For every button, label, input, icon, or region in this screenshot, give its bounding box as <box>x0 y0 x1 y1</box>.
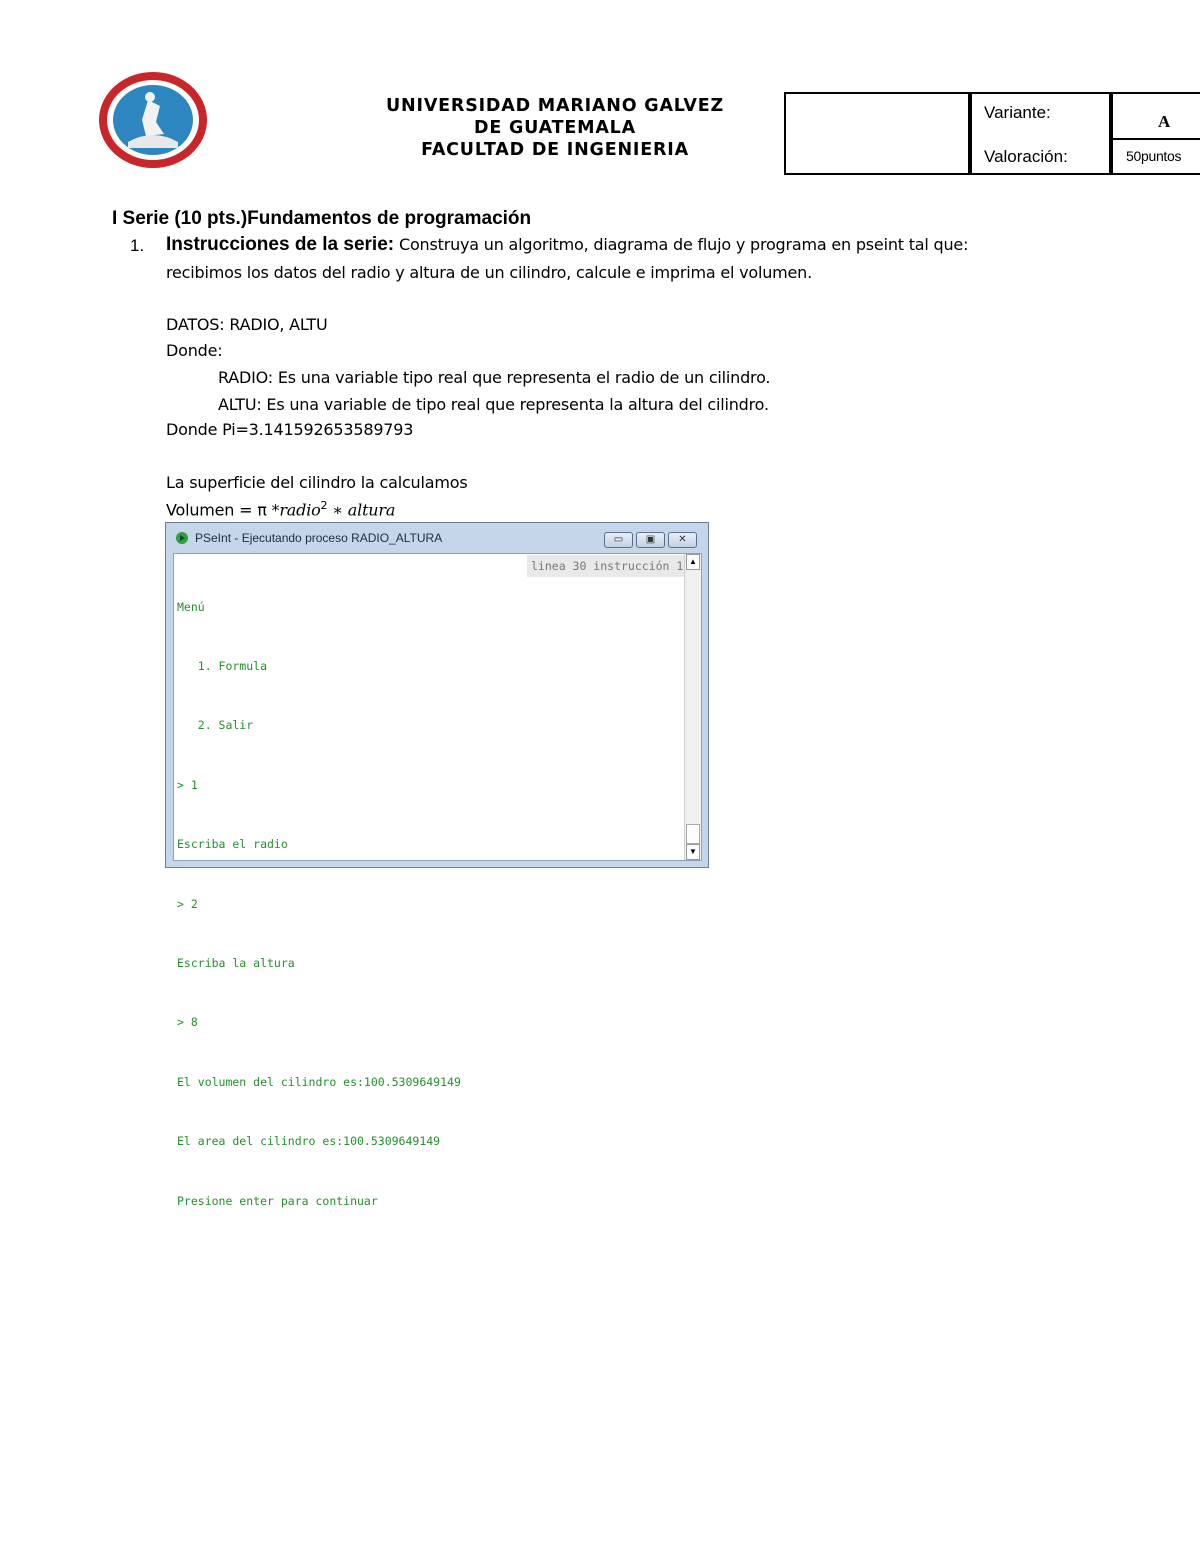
pseint-logo-icon <box>176 532 188 544</box>
formula-radio: radio <box>279 500 321 520</box>
student-info-box <box>784 92 972 175</box>
window-title: PSeInt - Ejecutando proceso RADIO_ALTURA <box>195 531 443 545</box>
serie-title: I Serie (10 pts.)Fundamentos de programación <box>112 208 532 229</box>
console-area <box>173 553 702 1208</box>
variante-value: A <box>1158 112 1171 131</box>
pseint-window <box>165 522 709 1208</box>
close-button[interactable]: ✕ <box>668 532 697 548</box>
datos-line: DATOS: RADIO, ALTU <box>166 315 328 334</box>
console-line: 1. Formula <box>177 658 268 673</box>
item-number: 1. <box>130 236 145 255</box>
console-line: > 2 <box>177 896 198 911</box>
console-line: Menú <box>177 599 205 614</box>
console-line: 2. Salir <box>177 718 254 733</box>
console-line: El volumen del cilindro es:100.5309649149 <box>177 1074 461 1089</box>
console-line: > 8 <box>177 1015 198 1030</box>
volume-formula <box>166 499 395 519</box>
console-line: Presione enter para continuar <box>177 1193 378 1208</box>
instructions-line2: recibimos los datos del radio y altura de un cilindro, calcule e imprima el volumen. <box>166 263 813 282</box>
console-line: El area del cilindro es:100.5309649149 <box>177 1134 441 1149</box>
instructions-label: Instrucciones de la serie: <box>166 234 395 255</box>
scroll-up-button[interactable]: ▲ <box>686 554 700 570</box>
console-line: Escriba la altura <box>177 955 295 970</box>
scroll-down-button[interactable]: ▼ <box>686 844 700 860</box>
maximize-button[interactable]: ▣ <box>636 532 665 548</box>
faculty-name: FACULTAD DE INGENIERIA <box>421 140 689 160</box>
radio-description: RADIO: Es una variable tipo real que representa el radio de un cilindro. <box>218 368 771 387</box>
execution-status: linea 30 instrucción 1 <box>527 555 687 577</box>
vertical-scrollbar[interactable] <box>684 554 701 860</box>
console-line: > 1 <box>177 777 198 792</box>
formula-suffix: ∗ altura <box>332 500 396 520</box>
window-titlebar <box>166 523 708 553</box>
superficie-line: La superficie del cilindro la calculamos <box>166 473 468 492</box>
valoracion-value: 50puntos <box>1126 148 1182 164</box>
formula-exponent: 2 <box>320 499 328 512</box>
pi-line: Donde Pi=3.141592653589793 <box>166 420 414 439</box>
instructions-text1: Construya un algoritmo, diagrama de flujo y programa en pseint tal que: <box>398 235 969 254</box>
university-name-line2: DE GUATEMALA <box>474 118 636 138</box>
altu-description: ALTU: Es una variable de tipo real que representa la altura del cilindro. <box>218 395 769 414</box>
donde-line: Donde: <box>166 341 223 360</box>
minimize-button[interactable]: ▭ <box>604 532 633 548</box>
instructions-line1 <box>166 234 968 256</box>
valoracion-label: Valoración: <box>984 147 1068 166</box>
university-name-line1: UNIVERSIDAD MARIANO GALVEZ <box>386 96 724 116</box>
console-output <box>177 558 461 1251</box>
console-line: Escriba el radio <box>177 837 288 852</box>
variante-label: Variante: <box>984 103 1051 122</box>
university-header <box>330 95 780 161</box>
scroll-thumb[interactable] <box>686 824 700 844</box>
formula-prefix: Volumen = π * <box>166 500 280 520</box>
university-seal-logo <box>98 70 208 170</box>
